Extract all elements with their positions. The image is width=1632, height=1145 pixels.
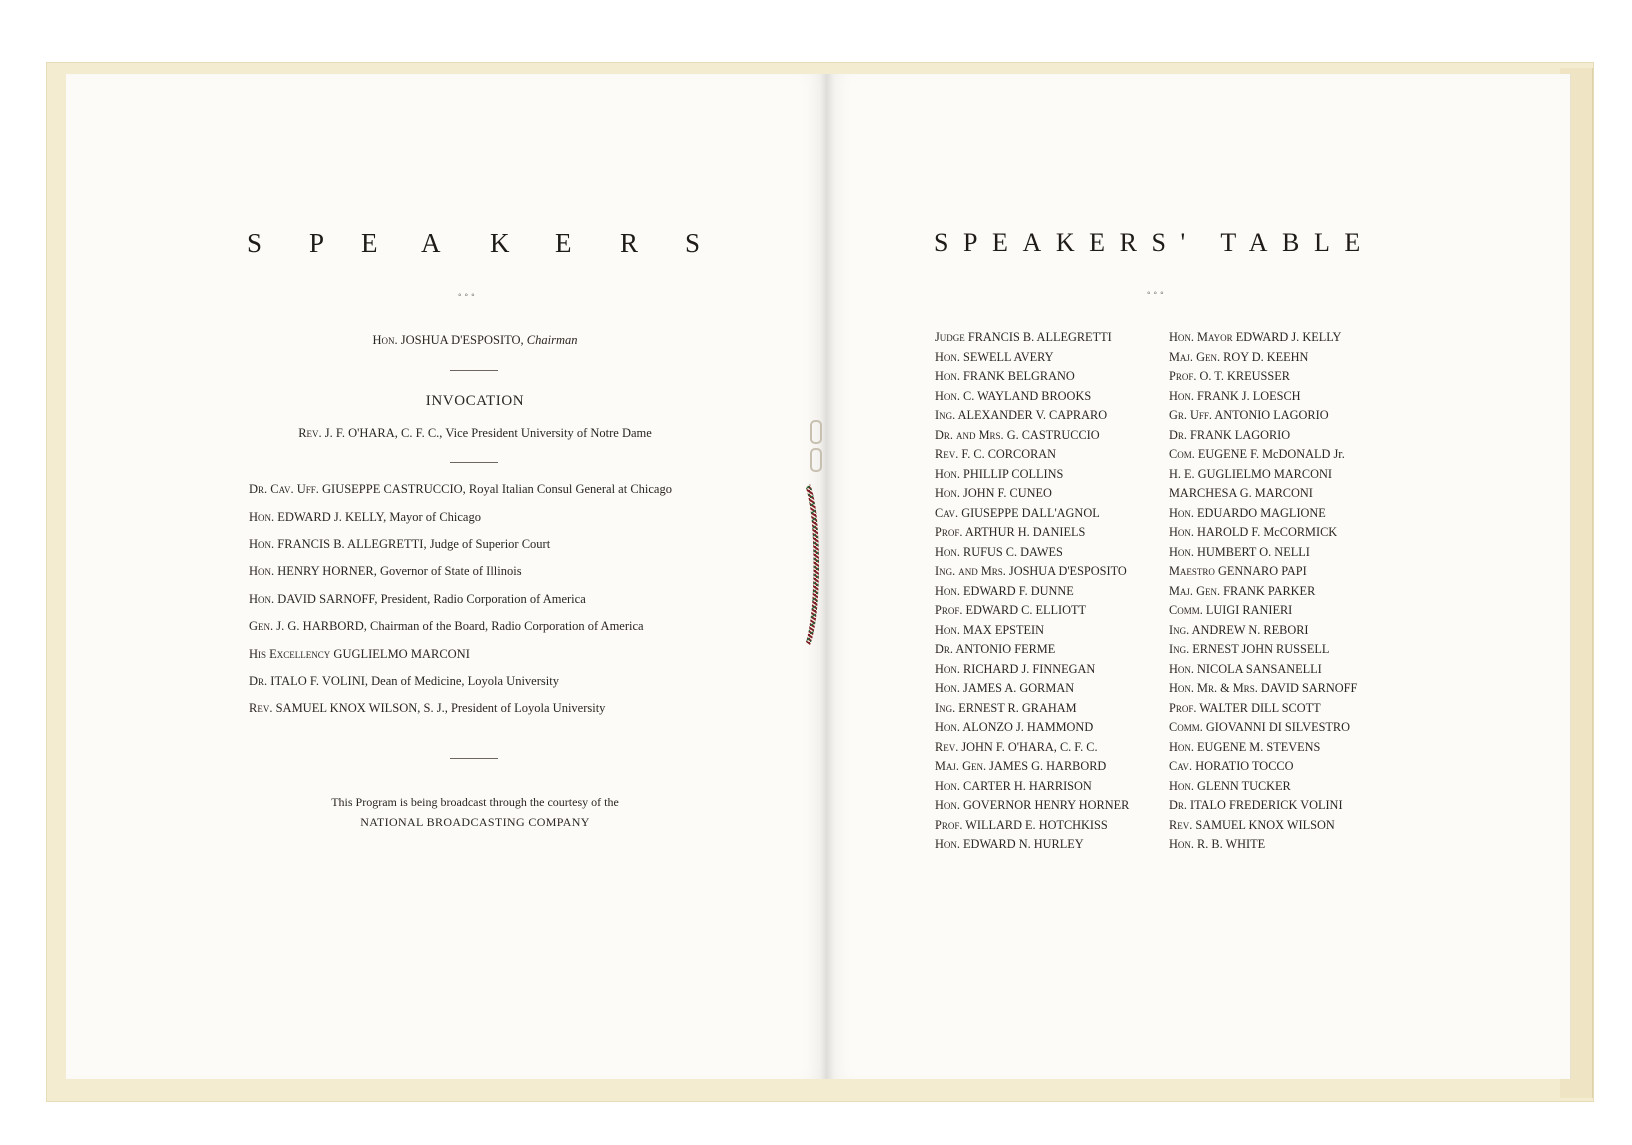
honorific: Hon. — [935, 369, 960, 383]
guest-name: WILLARD E. HOTCHKISS — [965, 817, 1108, 832]
honorific: Maj. Gen. — [935, 759, 987, 773]
speaker-entry — [249, 647, 470, 662]
guest-entry — [935, 504, 1129, 524]
guest-column-right — [1169, 328, 1357, 855]
divider — [450, 370, 498, 371]
guest-name: R. B. WHITE — [1197, 837, 1266, 851]
guest-name: FRANK BELGRANO — [963, 369, 1075, 383]
guest-name: H. E. GUGLIELMO MARCONI — [1169, 466, 1332, 481]
guest-entry — [935, 348, 1129, 368]
guest-entry — [1169, 816, 1357, 836]
heading-letter: R — [620, 228, 639, 258]
guest-name: JOHN F. O'HARA, C. F. C. — [961, 739, 1098, 754]
honorific: Hon. — [249, 510, 275, 524]
guest-name: C. WAYLAND BROOKS — [963, 388, 1092, 403]
speaker-entry — [249, 619, 644, 634]
guest-name: ARTHUR H. DANIELS — [964, 525, 1086, 539]
guest-name: HAROLD F. McCORMICK — [1197, 525, 1338, 539]
honorific: Dr. — [249, 674, 268, 688]
honorific: His Excellency — [249, 647, 331, 661]
honorific: Prof. — [935, 525, 963, 539]
guest-entry — [1169, 660, 1357, 680]
guest-entry — [935, 543, 1129, 563]
honorific: Hon. — [935, 778, 960, 793]
invocation-line — [240, 426, 710, 441]
guest-name: EUGENE F. McDONALD Jr. — [1197, 447, 1345, 461]
honorific: Ing. — [935, 408, 956, 422]
speaker-entry — [249, 674, 559, 689]
honorific: Hon. — [1169, 525, 1194, 539]
guest-name: EDWARD N. HURLEY — [963, 837, 1084, 851]
guest-name: JOHN F. CUNEO — [963, 486, 1052, 500]
guest-name: ALONZO J. HAMMOND — [962, 720, 1094, 734]
guest-entry — [1169, 543, 1357, 563]
honorific: Hon. — [1169, 388, 1194, 403]
honorific: Com. — [1169, 447, 1195, 461]
guest-entry — [935, 835, 1129, 855]
honorific: Prof. — [935, 817, 963, 832]
guest-name: FRANCIS B. ALLEGRETTI — [967, 330, 1112, 344]
guest-name: EUGENE M. STEVENS — [1197, 739, 1321, 754]
honorific: Hon. — [1169, 739, 1194, 754]
honorific: Hon. — [1169, 661, 1194, 676]
guest-entry — [935, 601, 1129, 621]
chairman-name: JOSHUA D'ESPOSITO, — [400, 333, 524, 347]
speaker-entry — [249, 592, 586, 607]
honorific: Maj. Gen. — [1169, 583, 1221, 598]
guest-entry — [1169, 640, 1357, 660]
honorific: Hon. — [249, 592, 275, 606]
honorific: Ing. — [1169, 642, 1190, 656]
guest-name: F. C. CORCORAN — [961, 447, 1057, 461]
guest-name: ITALO FREDERICK VOLINI — [1190, 798, 1343, 812]
honorific: Hon. — [1169, 505, 1194, 520]
guest-name: WALTER DILL SCOTT — [1199, 700, 1321, 715]
honorific: Dr. — [935, 642, 953, 656]
guest-entry — [1169, 601, 1357, 621]
speaker-entry — [249, 564, 522, 579]
honorific: Hon. — [249, 537, 275, 551]
honorific: Hon. Mayor — [1169, 330, 1233, 344]
honorific: Hon. — [935, 544, 960, 559]
heading-letter: K — [490, 228, 511, 258]
guest-name: O. T. KREUSSER — [1199, 369, 1290, 383]
guest-entry — [1169, 367, 1357, 387]
honorific: Maestro — [1169, 564, 1215, 578]
guest-entry — [935, 445, 1129, 465]
honorific: Hon. — [935, 583, 960, 598]
guest-name: JAMES A. GORMAN — [963, 681, 1075, 695]
honorific: Dr. — [1169, 427, 1187, 442]
guest-name: JAMES G. HARBORD — [989, 759, 1107, 773]
ornament-dots: ◦◦◦ — [458, 290, 478, 301]
guest-name: G. CASTRUCCIO — [1006, 427, 1100, 442]
guest-name: ANDREW N. REBORI — [1191, 622, 1309, 637]
guest-entry — [935, 426, 1129, 446]
guest-name: MAX EPSTEIN — [963, 622, 1045, 637]
guest-column-left — [935, 328, 1129, 855]
honorific: Prof. — [935, 603, 963, 617]
guest-name: EDWARD C. ELLIOTT — [965, 603, 1087, 617]
speaker-text: ITALO F. VOLINI, Dean of Medicine, Loyola University — [270, 674, 559, 688]
honorific: Cav. — [935, 505, 959, 520]
guest-entry — [935, 640, 1129, 660]
binding-cord — [804, 482, 824, 647]
honorific: Ing. — [1169, 622, 1190, 637]
guest-name: ERNEST JOHN RUSSELL — [1192, 642, 1330, 656]
guest-entry — [1169, 777, 1357, 797]
honorific: Hon. Mr. & Mrs. — [1169, 681, 1258, 695]
heading-letter: E — [361, 228, 379, 258]
guest-entry — [1169, 406, 1357, 426]
guest-entry — [1169, 504, 1357, 524]
speaker-text: SAMUEL KNOX WILSON, S. J., President of Loyola University — [275, 701, 606, 715]
guest-entry — [935, 757, 1129, 777]
invocation-heading: INVOCATION — [425, 393, 525, 409]
honorific: Dr. — [1169, 798, 1187, 812]
guest-name: ROY D. KEEHN — [1223, 349, 1309, 364]
guest-entry — [1169, 835, 1357, 855]
speaker-text: FRANCIS B. ALLEGRETTI, Judge of Superior Court — [277, 537, 551, 551]
honorific: Ing. — [935, 700, 956, 715]
guest-name: GLENN TUCKER — [1197, 778, 1291, 793]
staple — [810, 420, 822, 444]
guest-name: MARCHESA G. MARCONI — [1169, 486, 1313, 500]
guest-name: FRANK PARKER — [1223, 583, 1316, 598]
guest-entry — [935, 387, 1129, 407]
honorific: Ing. and Mrs. — [935, 564, 1006, 578]
honorific: Rev. — [1169, 817, 1193, 832]
guest-name: EDWARD J. KELLY — [1235, 330, 1342, 344]
guest-entry — [1169, 757, 1357, 777]
heading-letter: S — [685, 228, 701, 258]
guest-name: FRANK J. LOESCH — [1197, 388, 1301, 403]
guest-name: GIOVANNI DI SILVESTRO — [1205, 720, 1351, 734]
guest-entry — [1169, 523, 1357, 543]
honorific: Hon. — [935, 837, 960, 851]
heading-letter: S — [247, 228, 263, 258]
guest-name: HORATIO TOCCO — [1195, 759, 1294, 773]
guest-entry — [1169, 679, 1357, 699]
guest-entry — [1169, 621, 1357, 641]
honorific: Dr. Cav. Uff. — [249, 482, 319, 496]
guest-entry — [935, 796, 1129, 816]
guest-entry — [1169, 699, 1357, 719]
honorific: Hon. — [249, 564, 275, 578]
guest-entry — [1169, 738, 1357, 758]
guest-name: GENNARO PAPI — [1218, 564, 1307, 578]
heading-letter: P — [309, 228, 325, 258]
broadcast-company: NATIONAL BROADCASTING COMPANY — [360, 815, 590, 829]
honorific: Dr. and Mrs. — [935, 427, 1004, 442]
guest-entry — [935, 718, 1129, 738]
honorific: Gr. Uff. — [1169, 408, 1212, 422]
guest-name: CARTER H. HARRISON — [963, 778, 1092, 793]
guest-entry — [1169, 484, 1357, 504]
speakers-heading — [247, 228, 707, 260]
chairman-role: Chairman — [526, 333, 578, 347]
honorific: Hon. — [372, 333, 398, 347]
guest-entry — [935, 406, 1129, 426]
guest-name: GIUSEPPE DALL'AGNOL — [961, 505, 1100, 520]
speaker-text: DAVID SARNOFF, President, Radio Corporation of America — [277, 592, 586, 606]
speaker-entry — [249, 510, 481, 525]
honorific: Comm. — [1169, 720, 1203, 734]
guest-entry — [935, 367, 1129, 387]
invocation-text: J. F. O'HARA, C. F. C., Vice President University of Notre Dame — [324, 426, 652, 440]
guest-name: ERNEST R. GRAHAM — [958, 700, 1077, 715]
honorific: Hon. — [1169, 544, 1194, 559]
heading-letter: E — [555, 228, 573, 258]
honorific: Judge — [935, 330, 965, 344]
speaker-text: GUGLIELMO MARCONI — [333, 647, 470, 661]
guest-entry — [1169, 582, 1357, 602]
guest-entry — [935, 523, 1129, 543]
speaker-entry — [249, 701, 605, 716]
guest-name: SEWELL AVERY — [963, 349, 1054, 364]
guest-name: ANTONIO LAGORIO — [1214, 408, 1329, 422]
guest-entry — [1169, 796, 1357, 816]
speaker-entry — [249, 482, 672, 497]
guest-entry — [1169, 562, 1357, 582]
guest-entry — [935, 679, 1129, 699]
guest-entry — [935, 465, 1129, 485]
guest-name: LUIGI RANIERI — [1205, 603, 1293, 617]
guest-entry — [935, 660, 1129, 680]
honorific: Comm. — [1169, 603, 1203, 617]
honorific: Hon. — [935, 388, 960, 403]
honorific: Hon. — [1169, 837, 1194, 851]
guest-entry — [1169, 465, 1357, 485]
honorific: Hon. — [935, 681, 960, 695]
honorific: Rev. — [935, 447, 959, 461]
divider — [450, 462, 498, 463]
guest-name: DAVID SARNOFF — [1260, 681, 1358, 695]
honorific: Hon. — [1169, 778, 1194, 793]
honorific: Rev. — [935, 739, 959, 754]
honorific: Hon. — [935, 466, 960, 481]
honorific: Cav. — [1169, 759, 1193, 773]
guest-name: RICHARD J. FINNEGAN — [963, 661, 1096, 676]
guest-name: ALEXANDER V. CAPRARO — [957, 408, 1108, 422]
speaker-text: J. G. HARBORD, Chairman of the Board, Radio Corporation of America — [276, 619, 644, 633]
guest-name: ANTONIO FERME — [955, 642, 1056, 656]
guest-entry — [1169, 426, 1357, 446]
honorific: Hon. — [935, 486, 960, 500]
guest-entry — [935, 328, 1129, 348]
guest-entry — [1169, 348, 1357, 368]
guest-name: SAMUEL KNOX WILSON — [1195, 817, 1335, 832]
guest-entry — [935, 738, 1129, 758]
guest-name: HUMBERT O. NELLI — [1197, 544, 1310, 559]
guest-entry — [935, 582, 1129, 602]
guest-name: JOSHUA D'ESPOSITO — [1008, 564, 1127, 578]
guest-name: GOVERNOR HENRY HORNER — [963, 798, 1130, 812]
speaker-entry — [249, 537, 550, 552]
guest-name: NICOLA SANSANELLI — [1197, 661, 1322, 676]
ornament-dots: ◦◦◦ — [1147, 288, 1167, 299]
guest-name: RUFUS C. DAWES — [963, 544, 1063, 559]
guest-entry — [1169, 718, 1357, 738]
honorific: Gen. — [249, 619, 274, 633]
heading-letter: A — [421, 228, 442, 258]
guest-name: FRANK LAGORIO — [1190, 427, 1291, 442]
guest-entry — [1169, 445, 1357, 465]
honorific: Hon. — [935, 349, 960, 364]
guest-entry — [935, 562, 1129, 582]
honorific: Prof. — [1169, 369, 1197, 383]
honorific: Rev. — [249, 701, 273, 715]
honorific: Rev. — [298, 426, 322, 440]
staple — [810, 448, 822, 472]
guest-entry — [935, 484, 1129, 504]
guest-name: EDWARD F. DUNNE — [963, 583, 1074, 598]
guest-entry — [1169, 328, 1357, 348]
chairman-line — [240, 333, 710, 348]
honorific: Hon. — [935, 661, 960, 676]
guest-entry — [935, 816, 1129, 836]
honorific: Hon. — [935, 720, 960, 734]
honorific: Hon. — [935, 798, 960, 812]
guest-name: EDUARDO MAGLIONE — [1197, 505, 1326, 520]
guest-entry — [935, 699, 1129, 719]
broadcast-note: This Program is being broadcast through the courtesy of the — [331, 795, 619, 809]
guest-name: PHILLIP COLLINS — [963, 466, 1064, 481]
guest-entry — [935, 621, 1129, 641]
speaker-text: GIUSEPPE CASTRUCCIO, Royal Italian Consul General at Chicago — [322, 482, 672, 496]
speaker-text: HENRY HORNER, Governor of State of Illinois — [277, 564, 522, 578]
honorific: Hon. — [935, 622, 960, 637]
honorific: Prof. — [1169, 700, 1197, 715]
honorific: Maj. Gen. — [1169, 349, 1221, 364]
divider — [450, 758, 498, 759]
speakers-table-heading: SPEAKERS' TABLE — [934, 228, 1375, 257]
guest-entry — [1169, 387, 1357, 407]
speaker-text: EDWARD J. KELLY, Mayor of Chicago — [277, 510, 481, 524]
guest-entry — [935, 777, 1129, 797]
